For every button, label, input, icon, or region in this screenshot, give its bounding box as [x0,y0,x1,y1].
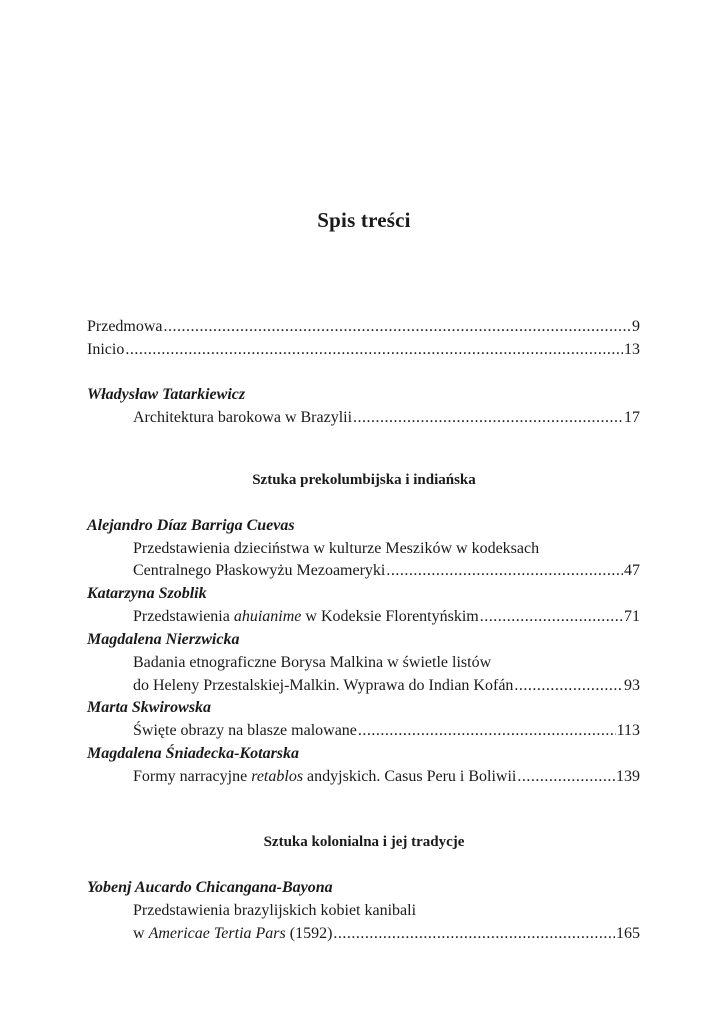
entry-label: Przedstawienia dzieciństwa w kulturze Meszików w kodeksach [133,540,540,557]
section-heading: Sztuka kolonialna i jej tradycje [263,834,465,850]
page-number: 17 [624,409,640,426]
entry-author: Yobenj Aucardo Chicangana-Bayona [87,879,333,896]
toc-entry-chicangana [133,924,640,944]
entry-label: do Heleny Przestalskiej-Malkin. Wyprawa do Indian Kofán [133,677,514,694]
toc-entry-tatarkiewicz [133,408,640,428]
page-number: 139 [616,768,640,785]
toc-entry-diaz [133,561,640,581]
italic-term: ahuianime [233,608,302,625]
entry-label: Przedmowa [87,318,163,335]
entry-label: Inicio [87,341,125,358]
page-number: 93 [624,677,640,694]
leader-dots [358,721,616,741]
leader-dots [480,607,623,627]
entry-label: Przedstawienia ahuianime w Kodeksie Florentyńskim [133,608,479,625]
italic-term: retablos [251,768,304,785]
entry-author: Magdalena Śniadecka-Kotarska [87,745,300,762]
leader-dots [514,676,623,696]
leader-dots [517,767,615,787]
leader-dots [125,340,623,360]
entry-label: Centralnego Płaskowyżu Mezoameryki [133,562,386,579]
entry-label: w Americae Tertia Pars (1592) [133,925,333,942]
page-number: 165 [616,925,640,942]
toc-entry-nierzwicka [133,676,640,696]
page-number: 9 [632,318,640,335]
entry-author: Alejandro Díaz Barriga Cuevas [87,517,295,534]
entry-author: Magdalena Nierzwicka [87,631,240,648]
leader-dots [386,561,623,581]
entry-author: Władysław Tatarkiewicz [87,386,246,403]
toc-entry-sniadecka [133,767,640,787]
entry-label: Architektura barokowa w Brazylii [133,409,353,426]
entry-label: Święte obrazy na blasze malowane [133,722,357,739]
entry-label: Formy narracyjne retablos andyjskich. Casus Peru i Boliwii [133,768,517,785]
page-number: 71 [624,608,640,625]
italic-term: Americae Tertia Pars [148,925,286,942]
entry-label: Przedstawienia brazylijskich kobiet kanibali [133,902,417,919]
section-heading: Sztuka prekolumbijska i indiańska [252,472,476,488]
toc-entry-szoblik [133,607,640,627]
toc-entry-przedmowa [87,317,640,337]
toc-entry-skwirowska [133,721,640,741]
leader-dots [333,924,615,944]
entry-author: Marta Skwirowska [87,699,212,716]
page-number: 13 [624,341,640,358]
page-number: 47 [624,562,640,579]
entry-label: Badania etnograficzne Borysa Malkina w świetle listów [133,654,492,671]
page-number: 113 [616,722,640,739]
leader-dots [353,408,623,428]
page-title: Spis treści [317,208,411,232]
leader-dots [164,317,631,337]
entry-author: Katarzyna Szoblik [87,585,207,602]
toc-entry-inicio [87,340,640,360]
